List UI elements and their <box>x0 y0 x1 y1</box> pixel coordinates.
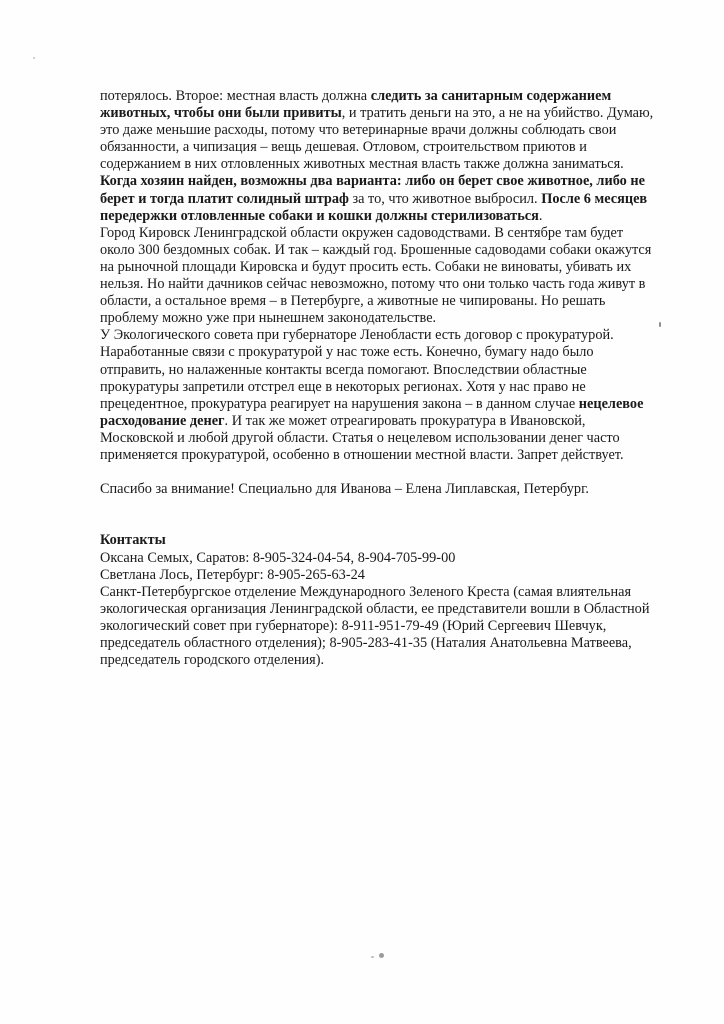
bold-text-run: берет и тогда платит солидный штраф <box>100 190 349 207</box>
bold-text-run: После 6 месяцев <box>541 190 648 207</box>
text-run: прецедентное, прокуратура реагирует на нарушения закона – в данном случае <box>100 395 579 412</box>
scan-speck <box>379 953 384 958</box>
text-run: отправить, но налаженные контакты всегда помогают. Впоследствии областные <box>100 361 587 378</box>
text-run: применяется прокуратурой, особенно в отношении местной власти. Запрет действует. <box>100 446 624 463</box>
text-line <box>100 88 680 105</box>
text-run: председатель областного отделения); 8-905-283-41-35 (Наталия Анатольевна Матвеева, <box>100 635 632 651</box>
text-run: около 300 бездомных собак. И так – каждый год. Брошенные садоводами собаки окажутся <box>100 241 652 258</box>
text-run: обязанности, а чипизация – вещь дешевая. Отловом, строительством приютов и <box>100 139 587 156</box>
scan-speck <box>659 322 661 327</box>
text-line <box>100 105 680 122</box>
blank-line <box>100 464 680 481</box>
text-run: области, а остальное время – в Петербурге, а животные не чипированы. Но решать <box>100 293 606 310</box>
text-line <box>100 652 680 669</box>
text-run: потерялось. Второе: местная власть должна <box>100 88 371 104</box>
text-line <box>100 567 680 584</box>
text-run: нельзя. Но найти дачников сейчас невозможно, потому что они только часть года живут в <box>100 276 646 293</box>
text-run: У Экологического совета при губернаторе Ленобласти есть договор с прокуратурой. <box>100 327 614 344</box>
text-run: проблему можно уже при нынешнем законодательстве. <box>100 310 437 327</box>
bold-text-run: животных, чтобы они были привиты <box>100 105 342 122</box>
bold-text-run: следить за санитарным содержанием <box>370 88 612 104</box>
text-run: прокуратуры запретили отстрел еще в некоторых регионах. Хотя у нас право не <box>100 378 586 395</box>
text-line <box>100 618 680 635</box>
text-run: экологическая организация Ленинградской области, ее представители вошли в Областной <box>100 600 650 617</box>
text-line <box>100 191 680 208</box>
text-run: на рыночной площади Кировска и будут просить есть. Собаки не виноваты, убивать их <box>100 258 632 275</box>
text-run: , и тратить деньги на это, а не на убийство. Думаю, <box>341 105 654 122</box>
bold-text-run: Когда хозяин найден, возможны два варианта: либо он берет свое животное, либо не <box>100 173 645 190</box>
text-run: Спасибо за внимание! Специально для Иванова – Елена Липлавская, Петербург. <box>100 481 589 498</box>
text-line <box>100 242 680 259</box>
text-line <box>100 379 680 396</box>
bold-text-run: расходование денег <box>100 412 225 429</box>
text-run: Санкт-Петербургское отделение Международного Зеленого Креста (самая влиятельная <box>100 583 632 600</box>
text-line <box>100 532 680 549</box>
bold-text-run: передержки отловленные собаки и кошки должны стерилизоваться <box>100 207 539 224</box>
text-line <box>100 584 680 601</box>
text-run: . И так же может отреагировать прокуратура в Ивановской, <box>224 412 586 429</box>
text-run: Светлана Лось, Петербург: 8-905-265-63-24 <box>100 566 365 583</box>
blank-line <box>100 498 680 515</box>
text-line <box>100 447 680 464</box>
text-line <box>100 327 680 344</box>
scan-speck <box>371 956 374 958</box>
text-line <box>100 139 680 156</box>
bold-text-run: нецелевое <box>578 395 644 412</box>
text-line <box>100 310 680 327</box>
text-run: Оксана Семых, Саратов: 8-905-324-04-54, 8-904-705-99-00 <box>100 549 456 566</box>
text-run: Город Кировск Ленинградской области окружен садоводствами. В сентябре там будет <box>100 224 624 241</box>
blank-line <box>100 515 680 532</box>
text-line <box>100 156 680 173</box>
text-run: экологический совет при губернаторе): 8-911-951-79-49 (Юрий Сергеевич Шевчук, <box>100 617 607 634</box>
text-line <box>100 276 680 293</box>
text-run: . <box>538 207 543 224</box>
text-line <box>100 208 680 225</box>
text-line <box>100 362 680 379</box>
text-line <box>100 601 680 618</box>
text-run: это даже меньшие расходы, потому что ветеринарные врачи должны соблюдать свои <box>100 122 617 139</box>
bold-text-run: Контакты <box>100 532 166 549</box>
text-line <box>100 481 680 498</box>
text-run: председатель городского отделения). <box>100 652 325 669</box>
scan-speck <box>33 57 35 59</box>
text-line <box>100 293 680 310</box>
text-line <box>100 259 680 276</box>
text-line <box>100 396 680 413</box>
text-run: Наработанные связи с прокуратурой у нас тоже есть. Конечно, бумагу надо было <box>100 344 594 361</box>
text-run: за то, что животное выбросил. <box>348 190 542 207</box>
text-line <box>100 344 680 361</box>
text-line <box>100 430 680 447</box>
text-run: содержанием в них отловленных животных местная власть также должна заниматься. <box>100 156 624 173</box>
text-line <box>100 550 680 567</box>
text-line <box>100 225 680 242</box>
text-line <box>100 122 680 139</box>
text-run: Московской и любой другой области. Статья о нецелевом использовании денег часто <box>100 429 620 446</box>
text-line <box>100 413 680 430</box>
document-text <box>100 88 680 669</box>
text-line <box>100 635 680 652</box>
text-line <box>100 173 680 190</box>
